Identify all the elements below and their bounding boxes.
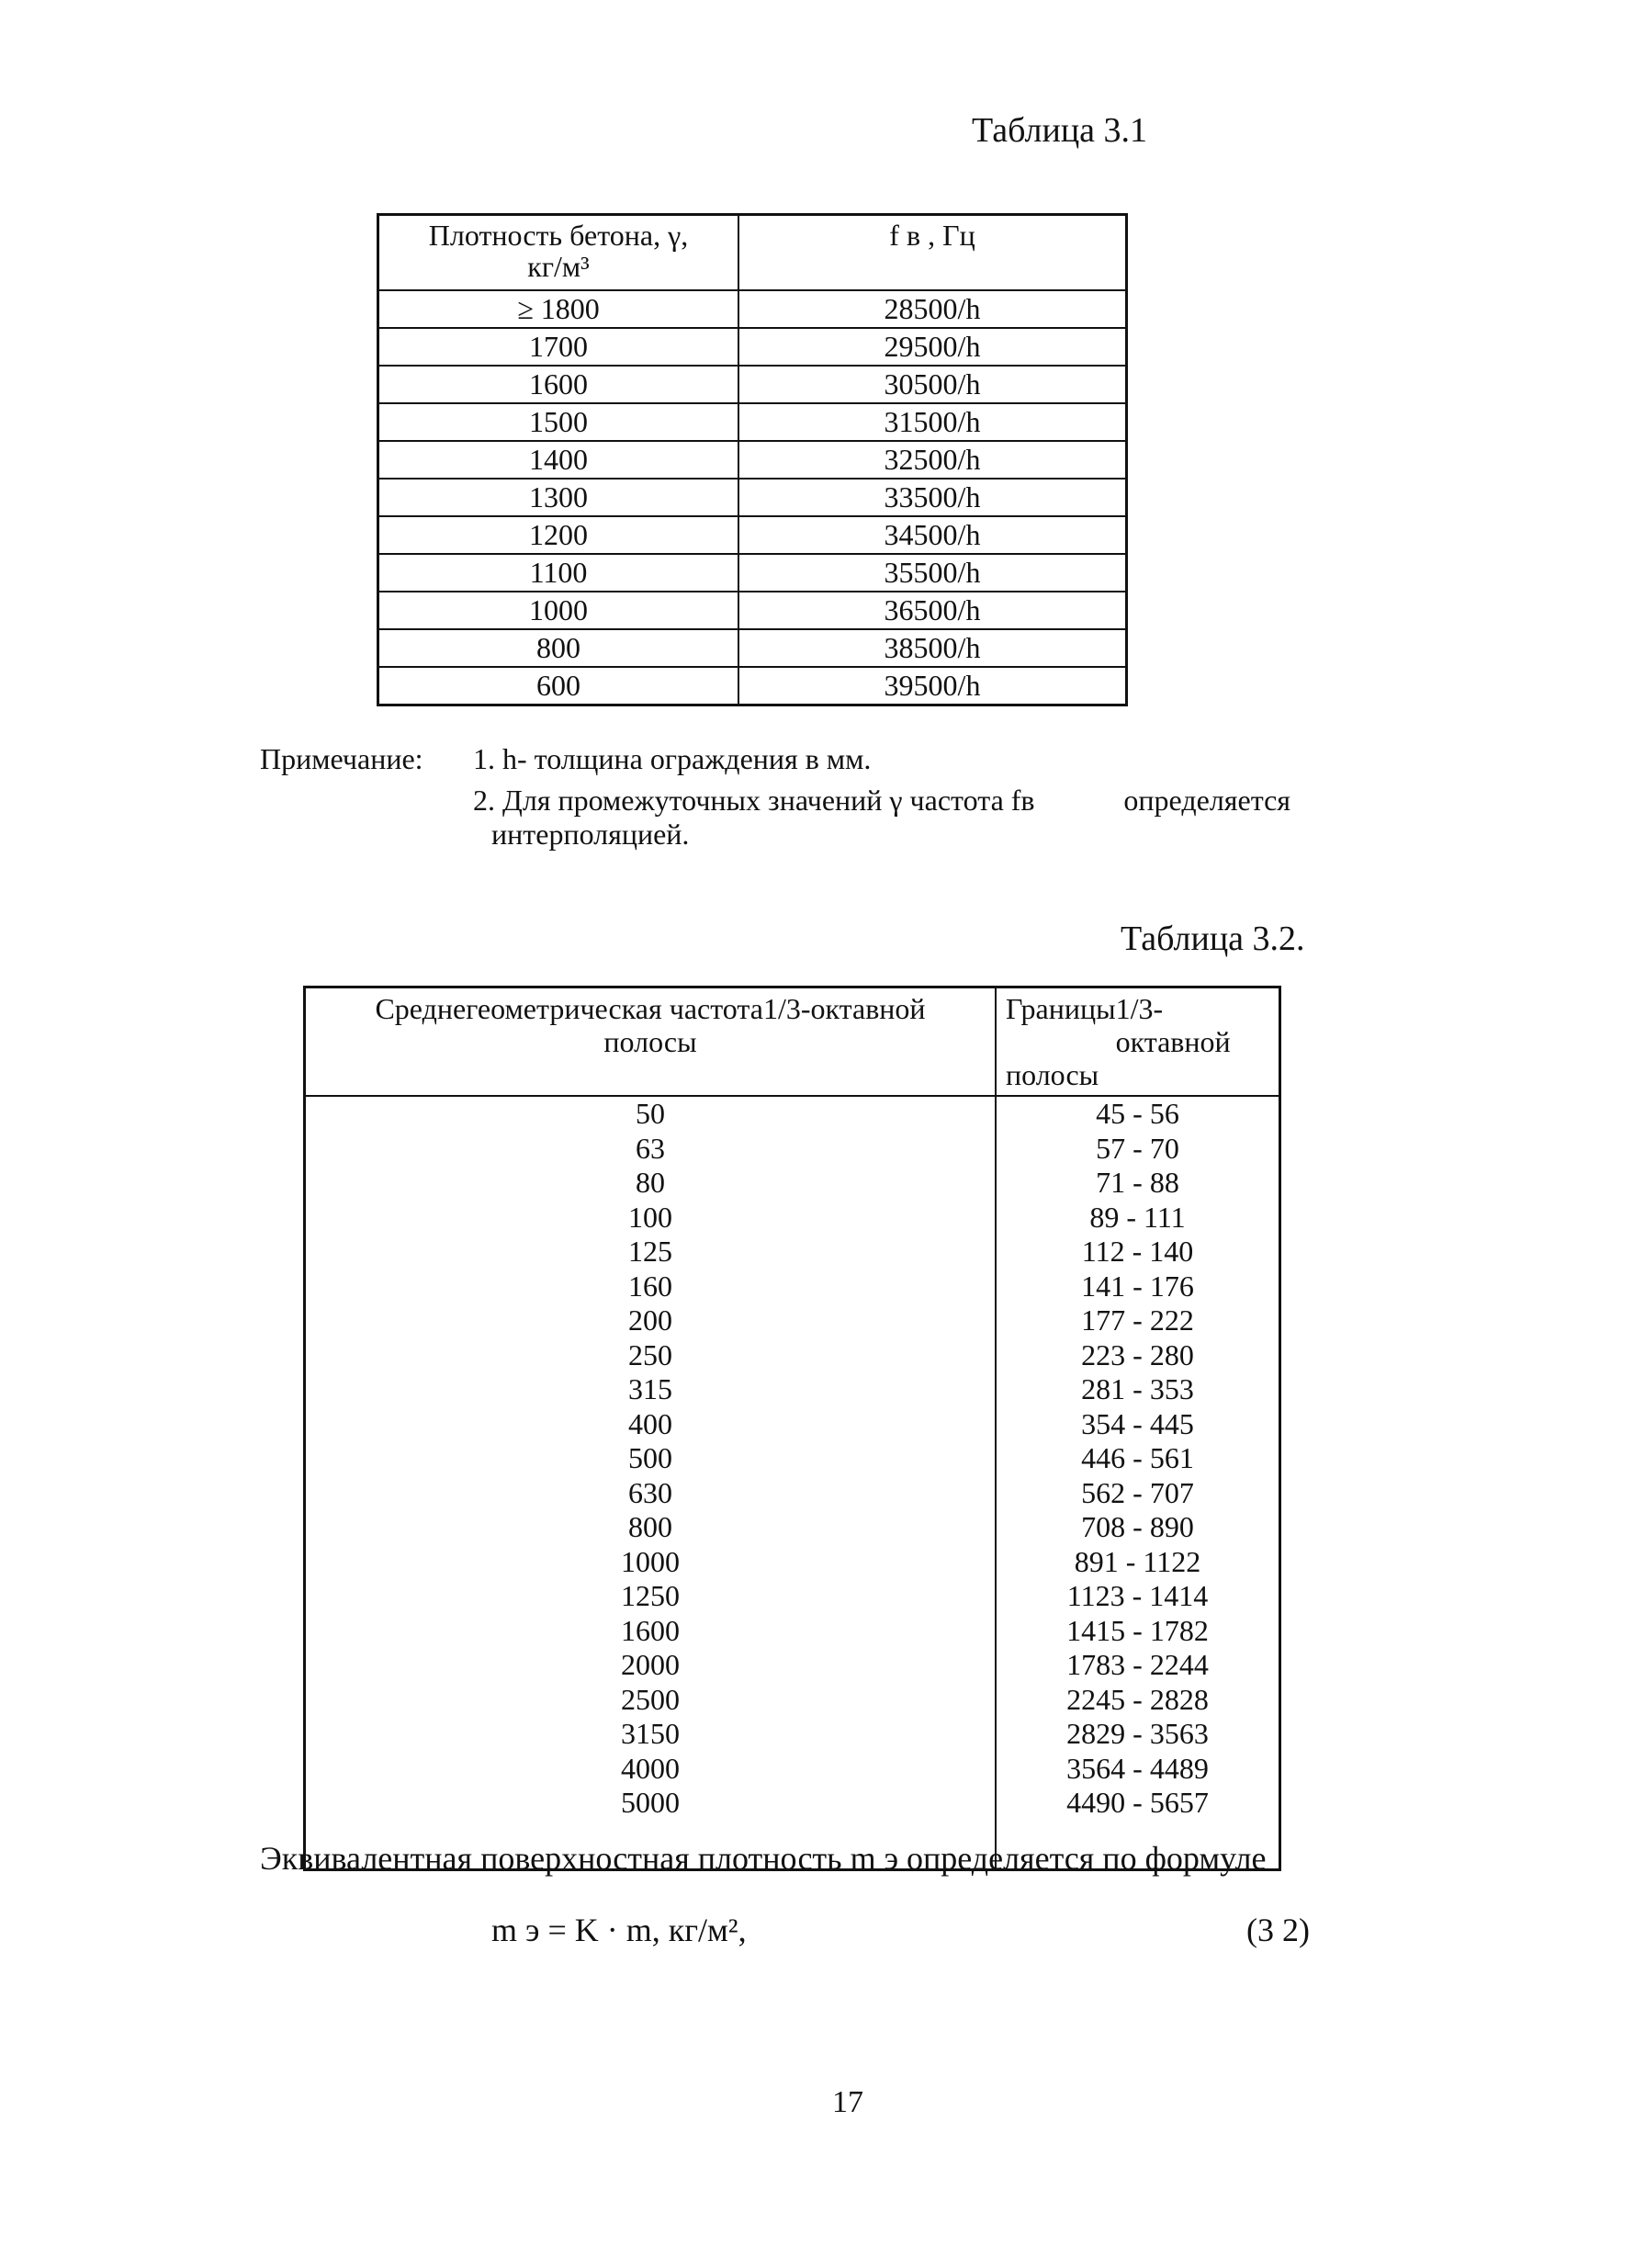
center-frequency-header: Среднегеометрическая частота1/3-октавной полосы	[305, 987, 997, 1097]
table-row	[305, 1510, 1280, 1545]
band-limits-cell: 281 - 353	[996, 1372, 1280, 1407]
band-limits-cell: 1415 - 1782	[996, 1614, 1280, 1649]
band-limits-cell: 177 - 222	[996, 1303, 1280, 1338]
table-row	[305, 1545, 1280, 1580]
center-frequency-cell: 80	[305, 1166, 997, 1201]
table-row	[378, 403, 1127, 441]
band-limits-cell: 57 - 70	[996, 1132, 1280, 1167]
table-row	[378, 290, 1127, 328]
table-3-1-caption: Таблица 3.1	[972, 111, 1148, 150]
table-row	[305, 1096, 1280, 1132]
table-row	[305, 1269, 1280, 1304]
band-limits-cell: 562 - 707	[996, 1476, 1280, 1511]
note-label: Примечание:	[260, 742, 423, 775]
band-limits-cell: 141 - 176	[996, 1269, 1280, 1304]
band-limits-cell: 1783 - 2244	[996, 1648, 1280, 1683]
frequency-cell: 39500/h	[738, 667, 1127, 705]
band-limits-cell: 4490 - 5657	[996, 1786, 1280, 1821]
band-limits-header-word1: Границы	[1006, 992, 1116, 1025]
frequency-cell: 33500/h	[738, 479, 1127, 516]
table-row	[305, 1132, 1280, 1167]
table-row	[305, 1166, 1280, 1201]
center-frequency-cell: 315	[305, 1372, 997, 1407]
band-limits-cell: 2829 - 3563	[996, 1717, 1280, 1752]
band-limits-header-word2: 1/3-октавной	[1115, 992, 1231, 1058]
frequency-cell: 28500/h	[738, 290, 1127, 328]
density-cell: 1300	[378, 479, 739, 516]
table-3-1-body	[378, 290, 1127, 705]
density-cell: 1400	[378, 441, 739, 479]
band-limits-header-line1	[1006, 992, 1269, 1058]
center-frequency-cell: 200	[305, 1303, 997, 1338]
table-row	[378, 441, 1127, 479]
band-limits-cell: 708 - 890	[996, 1510, 1280, 1545]
table-row	[378, 629, 1127, 667]
density-cell: 1000	[378, 592, 739, 629]
center-frequency-cell: 800	[305, 1510, 997, 1545]
center-frequency-cell: 63	[305, 1132, 997, 1167]
density-header-line2: кг/м³	[527, 250, 590, 283]
table-row	[305, 1614, 1280, 1649]
frequency-cell: 38500/h	[738, 629, 1127, 667]
note-2-line-2: интерполяцией.	[491, 818, 690, 851]
table-row	[378, 554, 1127, 592]
table-3-2-caption: Таблица 3.2.	[1121, 920, 1305, 958]
table-row	[305, 1441, 1280, 1476]
note-2-line-1-end: определяется	[1123, 784, 1290, 817]
frequency-cell: 30500/h	[738, 366, 1127, 403]
note-2-line-1-text: 2. Для промежуточных значений γ частота fв	[473, 784, 1035, 817]
page-number: 17	[832, 2085, 863, 2119]
note-1: 1. h- толщина ограждения в мм.	[473, 742, 872, 775]
center-frequency-cell: 2000	[305, 1648, 997, 1683]
table-3-2-body	[305, 1096, 1280, 1869]
density-cell: 600	[378, 667, 739, 705]
center-frequency-cell: 1600	[305, 1614, 997, 1649]
center-frequency-cell: 400	[305, 1407, 997, 1442]
band-limits-header-line2: полосы	[1006, 1058, 1099, 1091]
center-frequency-cell: 1000	[305, 1545, 997, 1580]
band-limits-cell: 71 - 88	[996, 1166, 1280, 1201]
frequency-cell: 35500/h	[738, 554, 1127, 592]
center-frequency-cell: 125	[305, 1235, 997, 1269]
density-header-line1: Плотность бетона, γ,	[428, 219, 689, 252]
frequency-header: f в , Гц	[738, 215, 1127, 291]
table-row	[305, 1338, 1280, 1373]
density-cell: 1200	[378, 516, 739, 554]
frequency-cell: 31500/h	[738, 403, 1127, 441]
center-frequency-cell: 5000	[305, 1786, 997, 1821]
band-limits-cell: 112 - 140	[996, 1235, 1280, 1269]
table-row	[305, 1476, 1280, 1511]
table-row	[378, 592, 1127, 629]
center-frequency-cell: 160	[305, 1269, 997, 1304]
center-frequency-cell: 630	[305, 1476, 997, 1511]
band-limits-cell: 354 - 445	[996, 1407, 1280, 1442]
table-row	[305, 1303, 1280, 1338]
table-row	[378, 366, 1127, 403]
center-frequency-cell: 2500	[305, 1683, 997, 1718]
formula-intro-text: Эквивалентная поверхностная плотность m э определяется по формуле	[260, 1840, 1267, 1877]
table-row	[305, 1372, 1280, 1407]
center-frequency-cell: 250	[305, 1338, 997, 1373]
table-row	[378, 667, 1127, 705]
table-row	[305, 1201, 1280, 1236]
table-row	[305, 1235, 1280, 1269]
table-row	[305, 1717, 1280, 1752]
band-limits-cell: 45 - 56	[996, 1096, 1280, 1132]
table-3-1	[377, 213, 1128, 706]
band-limits-cell: 3564 - 4489	[996, 1752, 1280, 1787]
frequency-cell: 34500/h	[738, 516, 1127, 554]
band-limits-cell: 446 - 561	[996, 1441, 1280, 1476]
band-limits-cell: 891 - 1122	[996, 1545, 1280, 1580]
table-row	[305, 1407, 1280, 1442]
table-header-row	[378, 215, 1127, 291]
table-header-row	[305, 987, 1280, 1097]
formula: m э = K · m, кг/м²,	[491, 1912, 747, 1948]
density-cell: 800	[378, 629, 739, 667]
frequency-cell: 36500/h	[738, 592, 1127, 629]
band-limits-cell: 223 - 280	[996, 1338, 1280, 1373]
center-frequency-cell: 50	[305, 1096, 997, 1132]
band-limits-header	[996, 987, 1280, 1097]
table-row	[305, 1786, 1280, 1821]
frequency-cell: 29500/h	[738, 328, 1127, 366]
table-row	[378, 516, 1127, 554]
center-frequency-cell: 3150	[305, 1717, 997, 1752]
frequency-cell: 32500/h	[738, 441, 1127, 479]
density-cell: 1700	[378, 328, 739, 366]
center-frequency-cell: 4000	[305, 1752, 997, 1787]
formula-number: (3 2)	[1246, 1912, 1310, 1948]
density-cell: 1100	[378, 554, 739, 592]
table-row	[378, 479, 1127, 516]
density-cell: ≥ 1800	[378, 290, 739, 328]
center-frequency-cell: 500	[305, 1441, 997, 1476]
table-row	[305, 1648, 1280, 1683]
center-frequency-cell: 1250	[305, 1579, 997, 1614]
density-header	[378, 215, 739, 291]
center-frequency-cell: 100	[305, 1201, 997, 1236]
table-row	[305, 1752, 1280, 1787]
note-2	[473, 784, 1290, 852]
density-cell: 1600	[378, 366, 739, 403]
table-3-2	[303, 986, 1281, 1871]
table-row	[378, 328, 1127, 366]
band-limits-cell: 89 - 111	[996, 1201, 1280, 1236]
table-row	[305, 1683, 1280, 1718]
density-cell: 1500	[378, 403, 739, 441]
band-limits-cell: 1123 - 1414	[996, 1579, 1280, 1614]
note-2-line-1	[473, 784, 1290, 818]
band-limits-cell: 2245 - 2828	[996, 1683, 1280, 1718]
table-row	[305, 1579, 1280, 1614]
